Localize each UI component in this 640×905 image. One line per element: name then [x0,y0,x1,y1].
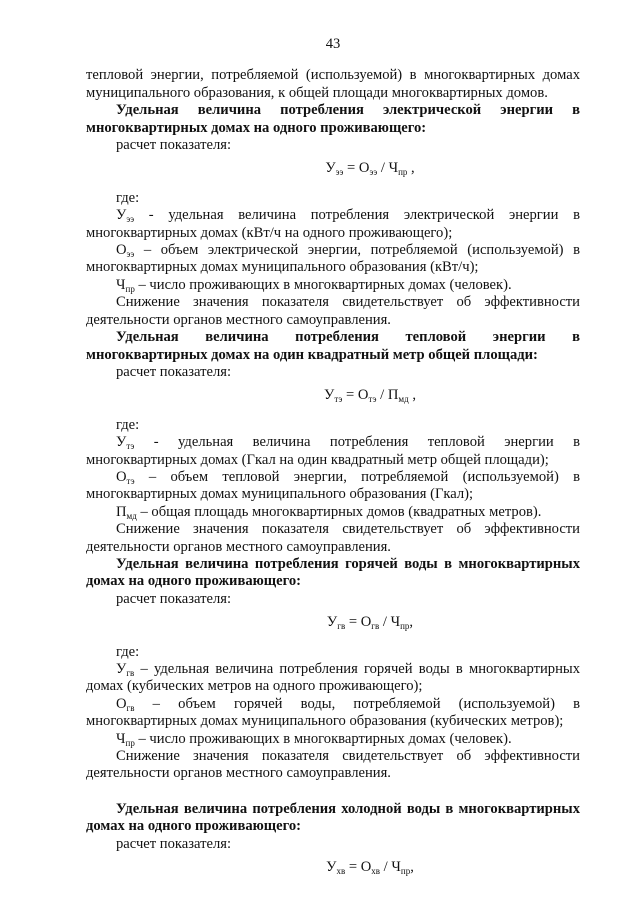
heading-coldwater: Удельная величина потребления холодной воды в многоквартирных домах на одного проживающего: [86,800,580,835]
def-heat-0: $У_{тэ}$ - удельная величина потребления тепловой энергии в многоквартирных домах (Гкал на один квадратный метр общей площади); [86,434,580,468]
conclusion-electric: Снижение значения показателя свидетельствует об эффективности деятельности органов местного самоуправления. [86,294,580,328]
conclusion-hotwater: Снижение значения показателя свидетельствует об эффективности деятельности органов местного самоуправления. [86,748,580,782]
formula-coldwater: $У_{хв} = О_{хв} / Ч_{пр}$, [326,859,414,877]
def-electric-0: $У_{ээ}$ - удельная величина потребления электрической энергии в многоквартирных домах (кВт/ч на одного проживающего); [86,207,580,241]
def-electric-1: $О_{ээ}$ – объем электрической энергии, потребляемой (используемой) в многоквартирных домах муниципального образования (кВт/ч); [86,242,580,276]
where-label-hotwater: где: [116,643,140,660]
calc-label-heat: расчет показателя: [116,363,232,380]
where-label-heat: где: [116,416,140,433]
formula-heat: $У_{тэ} = О_{тэ} / П_{мд}$ , [324,387,416,405]
def-hotwater-0: $У_{гв}$ – удельная величина потребления горячей воды в многоквартирных домах (кубических метров на одного проживающего); [86,661,580,695]
heading-heat: Удельная величина потребления тепловой энергии в многоквартирных домах на один квадратный метр общей площади: [86,329,580,363]
calc-label-electric: расчет показателя: [116,137,232,154]
def-electric-2: $Ч_{пр}$ – число проживающих в многоквартирных домах (человек). [116,276,512,294]
conclusion-heat: Снижение значения показателя свидетельствует об эффективности деятельности органов местного самоуправления. [86,521,580,555]
where-label-electric: где: [116,189,140,206]
heading-hotwater: Удельная величина потребления горячей воды в многоквартирных домах на одного проживающего: [86,555,580,590]
def-heat-2: $П_{мд}$ – общая площадь многоквартирных домов (квадратных метров). [116,503,542,521]
def-hotwater-2: $Ч_{пр}$ – число проживающих в многоквартирных домах (человек). [116,730,512,748]
calc-label-coldwater: расчет показателя: [116,835,232,852]
def-heat-1: $О_{тэ}$ – объем тепловой энергии, потребляемой (используемой) в многоквартирных домах муниципального образования (Гкал); [86,468,580,503]
intro-text: тепловой энергии, потребляемой (используемой) в многоквартирных домах муниципального образования, к общей площади многоквартирных домов. [86,67,580,101]
calc-label-hotwater: расчет показателя: [116,590,232,607]
section-spacer [86,783,580,801]
formula-hotwater: $У_{гв} = О_{гв} / Ч_{пр}$, [326,614,414,632]
page-number: 43 [325,36,341,52]
formula-electric: $У_{ээ} = О_{ээ} / Ч_{пр}$ , [325,160,415,178]
heading-electric: Удельная величина потребления электрической энергии в многоквартирных домах на одного проживающего: [86,102,580,136]
def-hotwater-1: $О_{гв}$ – объем горячей воды, потребляемой (используемой) в многоквартирных домах муниципального образования (кубических метров); [86,695,580,730]
